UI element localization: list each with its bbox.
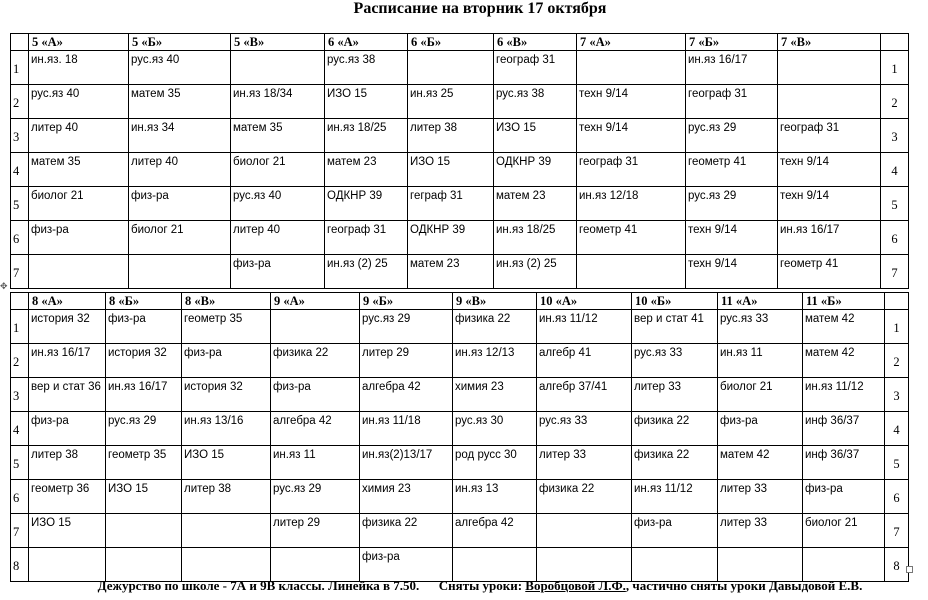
lesson-number-left: 3 [11,378,29,412]
lesson-cell[interactable]: физ-ра [29,221,129,255]
lesson-cell[interactable]: ин.яз 16/17 [106,378,182,412]
lesson-cell[interactable]: ИЗО 15 [408,153,494,187]
lesson-cell[interactable]: матем 35 [129,85,231,119]
lesson-cell[interactable]: рус.яз 29 [360,310,453,344]
lesson-cell[interactable]: история 32 [182,378,271,412]
lesson-number-right: 5 [881,187,909,221]
lesson-cell[interactable]: рус.яз 38 [325,51,408,85]
lesson-cell[interactable]: литер 40 [29,119,129,153]
lesson-cell[interactable]: ин.яз 25 [408,85,494,119]
lesson-number-left: 8 [11,548,29,582]
schedule-table-grades-5-7 [10,33,909,289]
lesson-cell[interactable]: физ-ра [106,310,182,344]
lesson-cell[interactable]: матем 42 [718,446,803,480]
lesson-cell[interactable]: ИЗО 15 [106,480,182,514]
lesson-number-right: 4 [885,412,909,446]
lesson-cell[interactable]: ИЗО 15 [325,85,408,119]
lesson-number-left: 2 [11,85,29,119]
lesson-cell[interactable]: физ-ра [632,514,718,548]
lesson-cell[interactable]: рус.яз 40 [231,187,325,221]
lesson-number-left: 7 [11,514,29,548]
lesson-cell[interactable]: ин.яз 18/25 [325,119,408,153]
lesson-cell[interactable]: ин.яз. 18 [29,51,129,85]
lesson-cell[interactable]: история 32 [29,310,106,344]
lesson-cell[interactable]: инф 36/37 [803,446,885,480]
lesson-cell[interactable]: ИЗО 15 [494,119,577,153]
lesson-row [11,378,909,412]
lesson-cell[interactable]: ин.яз 16/17 [686,51,778,85]
lesson-cell[interactable]: матем 23 [408,255,494,289]
lesson-cell[interactable]: физ-ра [271,378,360,412]
class-header-cell: 6 «В» [494,34,577,51]
lesson-number-right: 6 [881,221,909,255]
lesson-cell[interactable] [29,255,129,289]
lesson-row [11,344,909,378]
table-move-handle-icon[interactable]: ✥ [0,281,8,291]
cancelled-label: Сняты уроки: [438,578,523,593]
lesson-cell[interactable] [453,548,537,582]
lesson-cell[interactable] [271,310,360,344]
lesson-cell[interactable]: рус.яз 29 [106,412,182,446]
lesson-row [11,446,909,480]
lesson-cell[interactable] [577,255,686,289]
lesson-row [11,187,909,221]
class-header-cell: 11 «Б» [803,293,885,310]
class-header-cell [11,293,29,310]
lesson-cell[interactable]: геграф 31 [408,187,494,221]
class-header-cell: 10 «А» [537,293,632,310]
lesson-number-right: 1 [881,51,909,85]
lesson-cell[interactable]: алгебр 37/41 [537,378,632,412]
class-header-cell: 9 «В» [453,293,537,310]
lesson-cell[interactable]: ИЗО 15 [29,514,106,548]
class-header-cell: 8 «В» [182,293,271,310]
lesson-number-right: 5 [885,446,909,480]
partial-cancel-text: , частично сняты уроки Давыдовой Е.В. [625,578,863,593]
lesson-cell[interactable]: географ 31 [686,85,778,119]
lesson-cell[interactable] [182,514,271,548]
lesson-number-right: 6 [885,480,909,514]
lesson-number-left: 6 [11,480,29,514]
table-resize-handle-icon[interactable] [906,566,913,573]
lesson-cell[interactable]: ин.яз (2) 25 [325,255,408,289]
class-header-cell: 10 «Б» [632,293,718,310]
lesson-cell[interactable]: ин.яз 11/18 [360,412,453,446]
lesson-cell[interactable]: физ-ра [231,255,325,289]
class-header-cell: 5 «А» [29,34,129,51]
lesson-cell[interactable]: рус.яз 29 [686,119,778,153]
lesson-cell[interactable] [106,514,182,548]
lesson-cell[interactable]: литер 33 [718,514,803,548]
lesson-cell[interactable]: физика 22 [632,446,718,480]
lesson-cell[interactable]: литер 38 [408,119,494,153]
lesson-cell[interactable]: ин.яз 11/12 [537,310,632,344]
class-header-cell: 11 «А» [718,293,803,310]
lesson-cell[interactable]: алгебра 42 [271,412,360,446]
page-title: Расписание на вторник 17 октября [353,0,607,17]
lesson-cell[interactable]: биолог 21 [718,378,803,412]
lesson-cell[interactable]: ин.яз (2) 25 [494,255,577,289]
lesson-cell[interactable]: физ-ра [803,480,885,514]
lesson-cell[interactable] [231,51,325,85]
lesson-cell[interactable]: матем 23 [325,153,408,187]
lesson-cell[interactable]: литер 33 [718,480,803,514]
lesson-cell[interactable]: ин.яз 11/12 [632,480,718,514]
lesson-cell[interactable]: географ 31 [778,119,881,153]
lesson-cell[interactable]: географ 31 [577,153,686,187]
lesson-cell[interactable]: рус.яз 38 [494,85,577,119]
class-header-cell [881,34,909,51]
lesson-cell[interactable] [778,85,881,119]
lesson-cell[interactable]: геометр 35 [182,310,271,344]
lesson-cell[interactable] [106,548,182,582]
lesson-cell[interactable]: техн 9/14 [686,221,778,255]
lesson-cell[interactable]: род русс 30 [453,446,537,480]
lesson-cell[interactable] [29,548,106,582]
lesson-number-right: 8 [885,548,909,582]
lesson-cell[interactable]: алгебра 42 [453,514,537,548]
lesson-cell[interactable]: ОДКНР 39 [494,153,577,187]
lesson-cell[interactable]: ин.яз 11 [718,344,803,378]
lesson-cell[interactable]: биолог 21 [803,514,885,548]
lesson-cell[interactable]: геометр 41 [778,255,881,289]
lesson-cell[interactable]: матем 23 [494,187,577,221]
lesson-cell[interactable]: техн 9/14 [778,153,881,187]
lesson-cell[interactable] [537,548,632,582]
lesson-cell[interactable]: ин.яз 13 [453,480,537,514]
lesson-number-left: 4 [11,412,29,446]
lesson-cell[interactable]: химия 23 [453,378,537,412]
lesson-cell[interactable]: физика 22 [360,514,453,548]
lesson-number-right: 1 [885,310,909,344]
lesson-row [11,514,909,548]
lesson-cell[interactable]: физ-ра [29,412,106,446]
lesson-cell[interactable]: физика 22 [537,480,632,514]
class-header-cell: 7 «А» [577,34,686,51]
lesson-row [11,548,909,582]
lesson-number-left: 2 [11,344,29,378]
lesson-cell[interactable]: матем 42 [803,310,885,344]
lesson-number-left: 1 [11,51,29,85]
lesson-cell[interactable]: ин.яз(2)13/17 [360,446,453,480]
lesson-cell[interactable] [577,51,686,85]
lesson-cell[interactable]: литер 29 [360,344,453,378]
lesson-cell[interactable]: биолог 21 [129,221,231,255]
lesson-cell[interactable]: биолог 21 [231,153,325,187]
lesson-row [11,153,909,187]
lesson-cell[interactable]: матем 35 [231,119,325,153]
lesson-cell[interactable]: литер 40 [231,221,325,255]
lesson-cell[interactable]: ин.яз 34 [129,119,231,153]
lesson-cell[interactable]: техн 9/14 [577,119,686,153]
lesson-cell[interactable]: рус.яз 40 [129,51,231,85]
lesson-row [11,51,909,85]
lesson-number-right: 2 [885,344,909,378]
lesson-cell[interactable]: физ-ра [182,344,271,378]
class-header-cell: 5 «Б» [129,34,231,51]
lesson-number-right: 3 [885,378,909,412]
lesson-cell[interactable]: история 32 [106,344,182,378]
lesson-number-left: 6 [11,221,29,255]
lesson-cell[interactable]: геометр 41 [577,221,686,255]
lesson-cell[interactable]: техн 9/14 [778,187,881,221]
lesson-cell[interactable] [182,548,271,582]
lesson-row [11,221,909,255]
lesson-cell[interactable]: литер 38 [29,446,106,480]
lesson-number-right: 7 [885,514,909,548]
lesson-cell[interactable]: химия 23 [360,480,453,514]
lesson-cell[interactable] [718,548,803,582]
lesson-cell[interactable]: ин.яз 16/17 [29,344,106,378]
lesson-cell[interactable]: ин.яз 18/25 [494,221,577,255]
lesson-cell[interactable]: физ-ра [129,187,231,221]
class-header-cell: 7 «Б» [686,34,778,51]
lesson-cell[interactable]: инф 36/37 [803,412,885,446]
lesson-cell[interactable]: ин.яз 12/13 [453,344,537,378]
lesson-cell[interactable]: алгебр 41 [537,344,632,378]
header-row [11,34,909,51]
lesson-row [11,85,909,119]
lesson-cell[interactable]: техн 9/14 [686,255,778,289]
duty-text: Дежурство по школе - 7А и 9В классы. Линейка в 7.50. [97,578,420,593]
lesson-cell[interactable] [271,548,360,582]
lesson-number-right: 7 [881,255,909,289]
lesson-cell[interactable]: физ-ра [718,412,803,446]
lesson-number-right: 2 [881,85,909,119]
lesson-row [11,119,909,153]
class-header-cell: 7 «В» [778,34,881,51]
lesson-cell[interactable]: физика 22 [271,344,360,378]
lesson-cell[interactable]: физика 22 [632,412,718,446]
lesson-cell[interactable]: техн 9/14 [577,85,686,119]
lesson-cell[interactable]: географ 31 [325,221,408,255]
schedule-table-grades-8-11 [10,292,909,582]
lesson-cell[interactable]: матем 42 [803,344,885,378]
class-header-cell: 6 «Б» [408,34,494,51]
lesson-cell[interactable]: геометр 35 [106,446,182,480]
lesson-cell[interactable]: вер и стат 41 [632,310,718,344]
lesson-number-left: 7 [11,255,29,289]
lesson-cell[interactable]: ин.яз 13/16 [182,412,271,446]
class-header-cell: 8 «Б» [106,293,182,310]
lesson-cell[interactable]: биолог 21 [29,187,129,221]
lesson-cell[interactable]: литер 40 [129,153,231,187]
lesson-cell[interactable] [129,255,231,289]
lesson-cell[interactable] [632,548,718,582]
lesson-cell[interactable]: вер и стат 36 [29,378,106,412]
class-header-cell [885,293,909,310]
class-header-cell: 9 «А» [271,293,360,310]
lesson-cell[interactable]: ин.яз 11 [271,446,360,480]
lesson-row [11,412,909,446]
lesson-cell[interactable]: рус.яз 33 [718,310,803,344]
lesson-cell[interactable]: геометр 41 [686,153,778,187]
lesson-cell[interactable] [537,514,632,548]
lesson-cell[interactable]: ин.яз 11/12 [803,378,885,412]
lesson-cell[interactable]: ин.яз 18/34 [231,85,325,119]
lesson-cell[interactable]: алгебра 42 [360,378,453,412]
lesson-cell[interactable]: географ 31 [494,51,577,85]
class-header-cell: 9 «Б» [360,293,453,310]
lesson-cell[interactable]: рус.яз 30 [453,412,537,446]
lesson-cell[interactable]: литер 29 [271,514,360,548]
lesson-cell[interactable]: ИЗО 15 [182,446,271,480]
lesson-row [11,310,909,344]
lesson-cell[interactable]: ОДКНР 39 [325,187,408,221]
lesson-cell[interactable]: литер 33 [632,378,718,412]
lesson-number-left: 1 [11,310,29,344]
lesson-cell[interactable]: рус.яз 33 [537,412,632,446]
lesson-cell[interactable]: геометр 36 [29,480,106,514]
lesson-number-right: 4 [881,153,909,187]
lesson-cell[interactable]: матем 35 [29,153,129,187]
lesson-cell[interactable]: физ-ра [360,548,453,582]
lesson-number-right: 3 [881,119,909,153]
lesson-number-left: 5 [11,187,29,221]
class-header-cell: 6 «А» [325,34,408,51]
lesson-cell[interactable]: физика 22 [453,310,537,344]
footer-note [0,578,928,594]
lesson-cell[interactable]: ОДКНР 39 [408,221,494,255]
lesson-cell[interactable]: рус.яз 29 [271,480,360,514]
lesson-cell[interactable]: ин.яз 16/17 [778,221,881,255]
lesson-cell[interactable] [778,51,881,85]
class-header-cell [11,34,29,51]
lesson-number-left: 5 [11,446,29,480]
class-header-cell: 5 «В» [231,34,325,51]
cancelled-teacher: Воробцовой Л.Ф. [525,578,626,593]
header-row [11,293,909,310]
lesson-number-left: 4 [11,153,29,187]
lesson-cell[interactable]: рус.яз 33 [632,344,718,378]
lesson-cell[interactable] [408,51,494,85]
lesson-cell[interactable]: рус.яз 29 [686,187,778,221]
lesson-row [11,255,909,289]
lesson-row [11,480,909,514]
lesson-number-left: 3 [11,119,29,153]
class-header-cell: 8 «А» [29,293,106,310]
lesson-cell[interactable]: рус.яз 40 [29,85,129,119]
lesson-cell[interactable]: литер 33 [537,446,632,480]
lesson-cell[interactable]: ин.яз 12/18 [577,187,686,221]
lesson-cell[interactable] [803,548,885,582]
lesson-cell[interactable]: литер 38 [182,480,271,514]
